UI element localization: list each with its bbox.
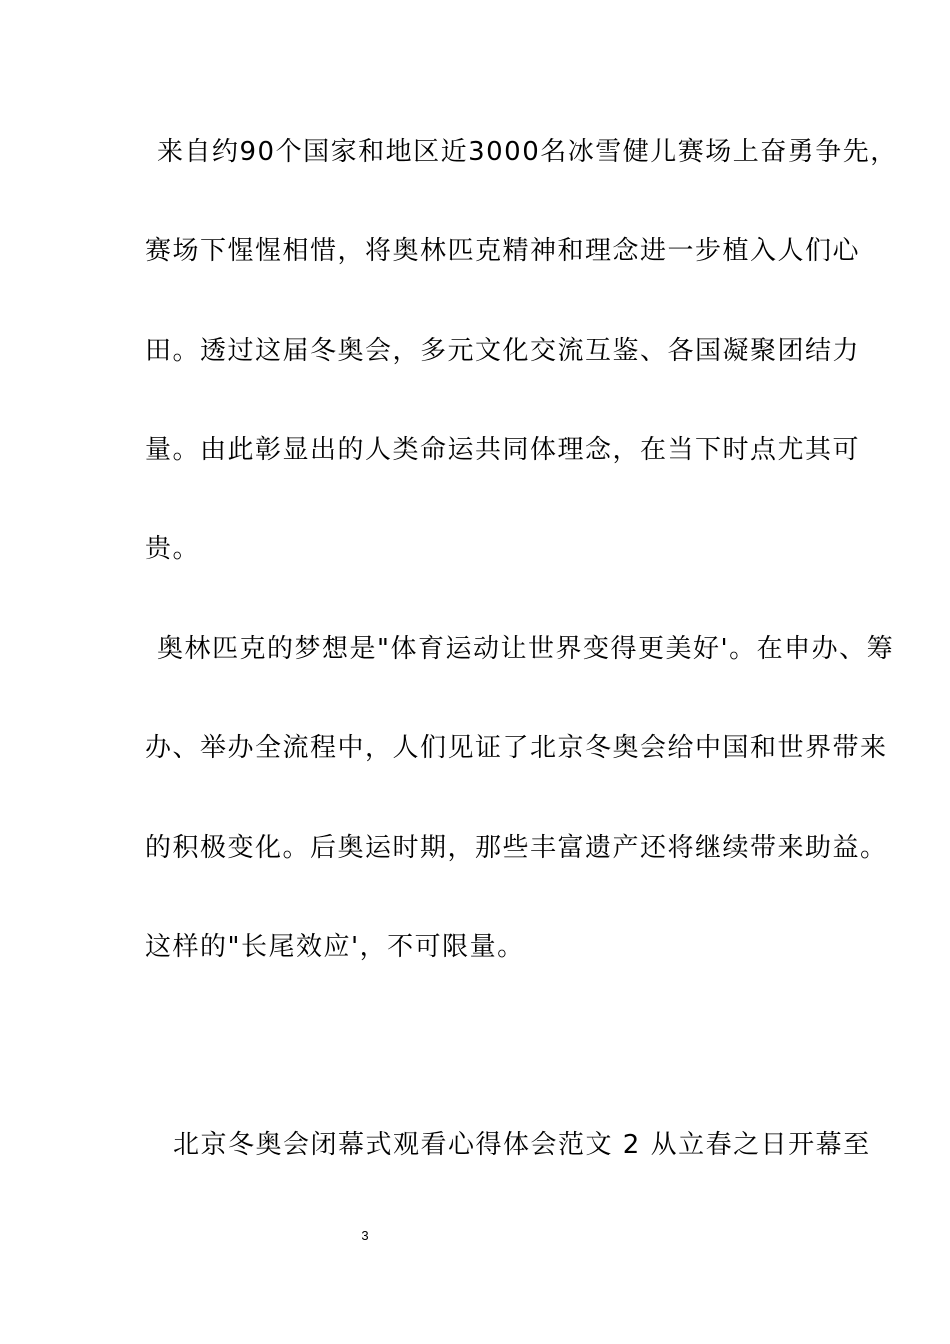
paragraph-1-line-2: 赛场下惺惺相惜，将奥林匹克精神和理念进一步植入人们心	[145, 236, 861, 266]
paragraph-2-line-2: 办、举办全流程中，人们见证了北京冬奥会给中国和世界带来	[145, 733, 888, 763]
paragraph-1-line-5: 贵。	[145, 534, 201, 564]
paragraph-2-line-3: 的积极变化。后奥运时期，那些丰富遗产还将继续带来助益。	[145, 833, 888, 863]
paragraph-3-line-1: 北京冬奥会闭幕式观看心得体会范文 2 从立春之日开幕至	[173, 1130, 871, 1160]
paragraph-1-line-4: 量。由此彰显出的人类命运共同体理念，在当下时点尤其可	[145, 435, 861, 465]
paragraph-1-line-3: 田。透过这届冬奥会，多元文化交流互鉴、各国凝聚团结力	[145, 336, 861, 366]
paragraph-2-line-4: 这样的"长尾效应'，不可限量。	[145, 932, 525, 962]
page-number: 3	[361, 1228, 369, 1243]
paragraph-1-line-1: 来自约90个国家和地区近3000名冰雪健儿赛场上奋勇争先，	[157, 137, 898, 167]
paragraph-2-line-1: 奥林匹克的梦想是"体育运动让世界变得更美好'。在申办、筹	[157, 634, 895, 664]
